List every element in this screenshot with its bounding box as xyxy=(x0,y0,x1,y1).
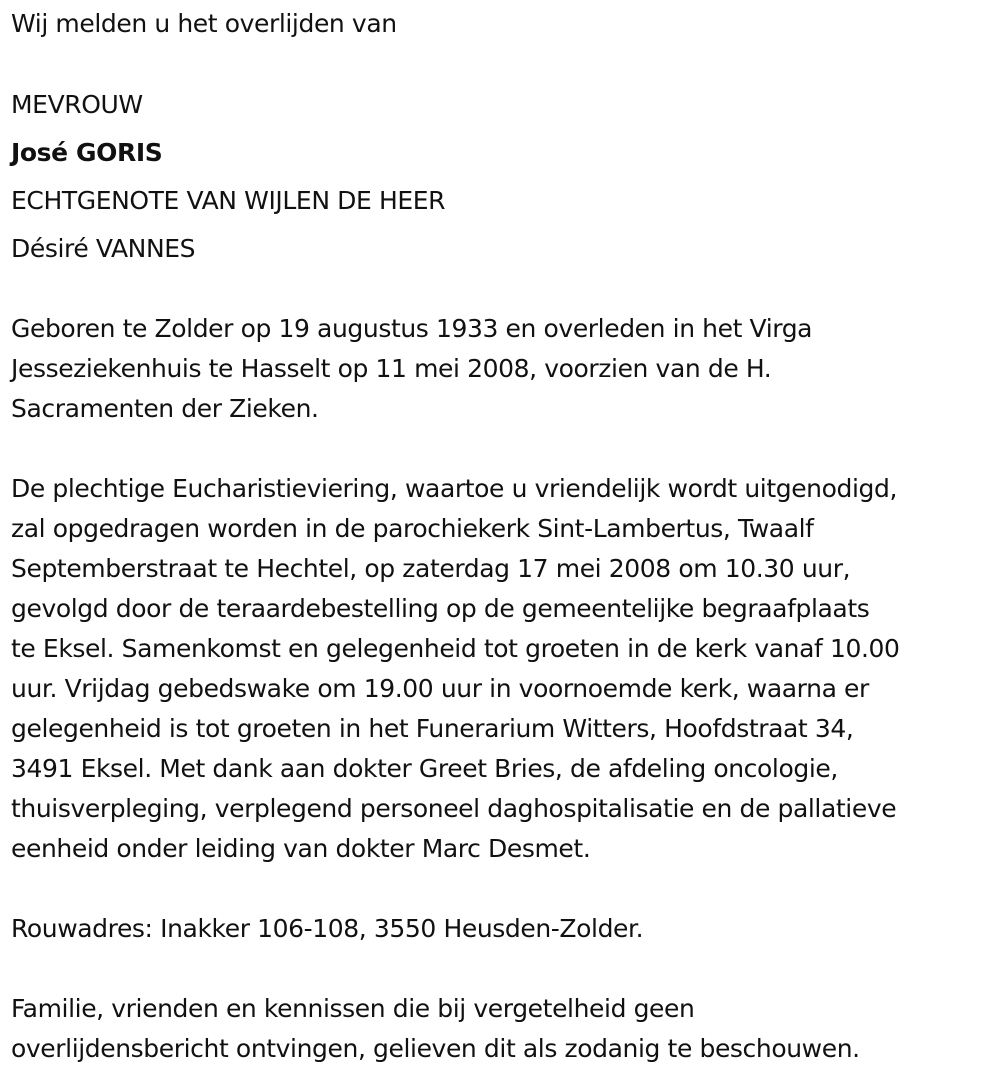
paragraph-line: uur. Vrijdag gebedswake om 19.00 uur in voornoemde kerk, waarna er xyxy=(11,674,869,703)
paragraph-line: overlijdensbericht ontvingen, gelieven dit als zodanig te beschouwen. xyxy=(11,1034,860,1063)
paragraph-line: eenheid onder leiding van dokter Marc Desmet. xyxy=(11,834,591,863)
paragraph-line: gelegenheid is tot groeten in het Funerarium Witters, Hoofdstraat 34, xyxy=(11,714,854,743)
birth-death-paragraph xyxy=(11,309,996,429)
paragraph-line: zal opgedragen worden in de parochiekerk Sint-Lambertus, Twaalf xyxy=(11,514,814,543)
ceremony-paragraph xyxy=(11,469,996,869)
paragraph-line: Sacramenten der Zieken. xyxy=(11,394,319,423)
paragraph-line: Geboren te Zolder op 19 augustus 1933 en overleden in het Virga xyxy=(11,314,813,343)
paragraph-line: Jesseziekenhuis te Hasselt op 11 mei 2008, voorzien van de H. xyxy=(11,354,772,383)
intro-text: Wij melden u het overlijden van xyxy=(11,9,397,38)
mourning-address: Rouwadres: Inakker 106-108, 3550 Heusden-Zolder. xyxy=(11,914,644,943)
deceased-title: MEVROUW xyxy=(11,90,143,119)
paragraph-line: Septemberstraat te Hechtel, op zaterdag 17 mei 2008 om 10.30 uur, xyxy=(11,554,851,583)
closing-paragraph xyxy=(11,989,996,1069)
paragraph-line: te Eksel. Samenkomst en gelegenheid tot groeten in de kerk vanaf 10.00 xyxy=(11,634,900,663)
deceased-relation: ECHTGENOTE VAN WIJLEN DE HEER xyxy=(11,186,446,215)
paragraph-line: 3491 Eksel. Met dank aan dokter Greet Bries, de afdeling oncologie, xyxy=(11,754,838,783)
spouse-name: Désiré VANNES xyxy=(11,234,196,263)
paragraph-line: De plechtige Eucharistieviering, waartoe u vriendelijk wordt uitgenodigd, xyxy=(11,474,898,503)
paragraph-line: Familie, vrienden en kennissen die bij vergetelheid geen xyxy=(11,994,695,1023)
paragraph-line: thuisverpleging, verplegend personeel daghospitalisatie en de pallatieve xyxy=(11,794,897,823)
deceased-name: José GORIS xyxy=(11,138,163,167)
paragraph-line: gevolgd door de teraardebestelling op de gemeentelijke begraafplaats xyxy=(11,594,870,623)
